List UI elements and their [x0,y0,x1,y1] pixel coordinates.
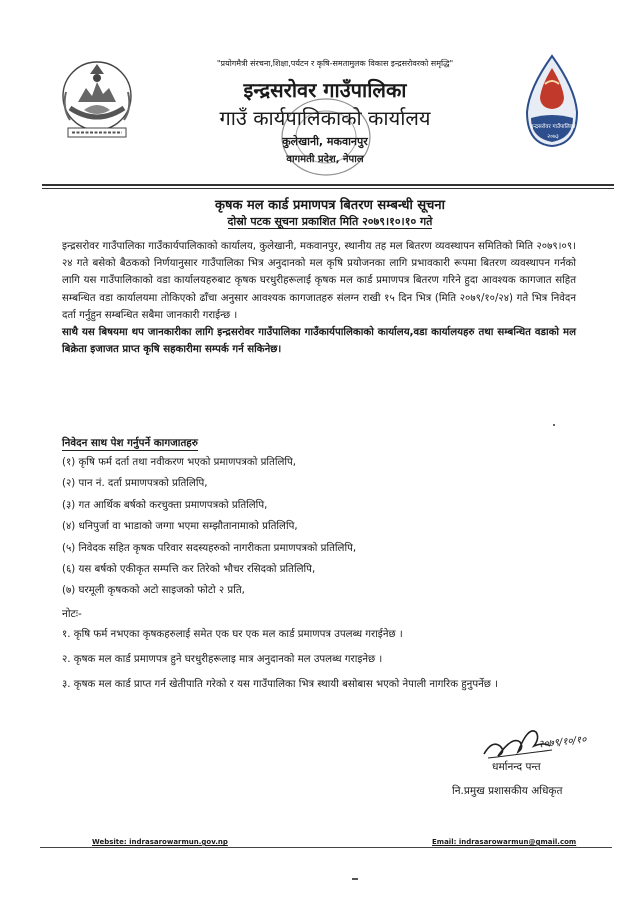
logo-year: २०७३ [547,134,559,140]
stray-mark [553,424,555,426]
municipality-logo [515,52,590,152]
office-address: कुलेखानी, मकवानपुर [282,135,368,148]
page-mark [352,878,358,880]
footer-website: Website: indrasarowarmun.gov.np [92,838,228,846]
signature-date: २०७९/१०/१० [537,734,587,751]
documents-heading: निवेदन साथ पेश गर्नुपर्ने कागजातहरु [62,437,198,449]
signatory-name: धर्मानन्द पन्त [492,761,541,773]
footer-divider [40,847,612,848]
notice-body [62,238,576,358]
list-item: (६) यस बर्षको एकीकृत सम्पत्ति कर तिरेको भौचर रसिदको प्रतिलिपि, [62,563,316,575]
notes-heading: नोटः- [62,608,82,620]
header-divider [42,184,614,186]
office-stamp-icon [276,94,376,180]
office-province: वागमती प्रदेश, नेपाल [286,154,364,165]
signatory-designation: नि.प्रमुख प्रशासकीय अधिकृत [452,785,563,797]
logo-text: इन्द्रसरोवर गाउँपालिका [530,124,576,130]
notice-title: कृषक मल कार्ड प्रमाणपत्र बितरण सम्बन्धी सूचना [215,198,445,213]
notice-subtitle-text: दोस्रो पटक सूचना प्रकाशित मिति २०७९।१०।१० गते [227,215,433,228]
list-item: (५) निवेदक सहित कृषक परिवार सदस्यहरुको नागरीकता प्रमाणपत्रको प्रतिलिपि, [62,542,357,554]
header-divider-thin [42,188,614,189]
office-name: इन्द्रसरोवर गाउँपालिका [243,78,407,102]
notice-paragraph-1: इन्द्रसरोवर गाउँपालिका गाउँकार्यपालिकाको कार्यालय, कुलेखानी, मकवानपुर, स्थानीय तह मल बितरण व्यवस्थापन समितिको मिति २०७९।०९।२४ गते बसेको बैठकको निर्णयानुसार गाउँपालिका भित्र अनुदानको मल कृषि प्रयोजनका लागि प्रभावकारी रूपमा बितरण व्यवस्थापन गर्नको लागि यस गाउँपालिकाको वडा कार्यालयहरुबाट कृषक घरधुरीहरूलाई कृषक मल कार्ड प्रमाणपत्र बितरण गरिने हुदा आवश्यक कागजात सहित सम्बन्धित वडा कार्यालयमा तोकिएको ढाँचा अनुसार आवश्यक कागजातहरु संलग्न राखी १५ दिन भित्र (मिति २०७९/१०/२४) गते भित्र निवेदन दर्ता गर्नुहुन सम्बन्धित सबैमा जानकारी गराईन्छ । [62,241,576,321]
list-item: ३. कृषक मल कार्ड प्राप्त गर्न खेतीपाति गरेको र यस गाउँपालिका भित्र स्थायी बसोबास भएको नेपाली नागरिक हुनुपर्नेछ । [62,679,499,690]
list-item: (३) गत आर्थिक बर्षको करचुक्ता प्रमाणपत्रको प्रतिलिपि, [62,499,268,511]
notice-paragraph-2: साथै यस बिषयमा थप जानकारीका लागि इन्द्रसरोवर गाउँपालिका गाउँकार्यपालिकाको कार्यालय,वडा कार्यालयहरु तथा सम्बन्धित वडाको मल बिक्रेता इजाजत प्राप्त कृषि सहकारीमा सम्पर्क गर्न सकिनेछ। [62,327,576,356]
list-item: २. कृषक मल कार्ड प्रमाणपत्र हुने घरधुरीहरूलाइ मात्र अनुदानको मल उपलब्ध गराइनेछ । [62,654,383,665]
list-item: (१) कृषि फर्म दर्ता तथा नवीकरण भएको प्रमाणपत्रको प्रतिलिपि, [62,457,297,468]
documents-list [62,452,562,602]
list-item: १. कृषि फर्म नभएका कृषकहरुलाई समेत एक घर एक मल कार्ड प्रमाणपत्र उपलब्ध गराईनेछ । [62,629,403,640]
header-motto: "प्रयोगमैत्री संरचना,शिक्षा,पर्यटन र कृषि-समतामुलक विकास इन्द्रसरोवरको समृद्धि" [216,59,454,68]
office-type: गाउँ कार्यपालिकाको कार्यालय [219,106,431,130]
footer-email: Email: indrasarowarmun@gmail.com [432,838,577,846]
list-item: (७) घरमूली कृषकको अटो साइजको फोटो २ प्रति, [62,585,245,597]
nepal-emblem-icon [56,52,138,144]
notes-list [62,625,582,694]
notice-subtitle [60,214,600,229]
list-item: (४) धनिपुर्जा वा भाडाको जग्गा भएमा सम्झौतानामाको प्रतिलिपि, [62,521,298,533]
list-item: (२) पान नं. दर्ता प्रमाणपत्रको प्रतिलिपि, [62,478,208,490]
